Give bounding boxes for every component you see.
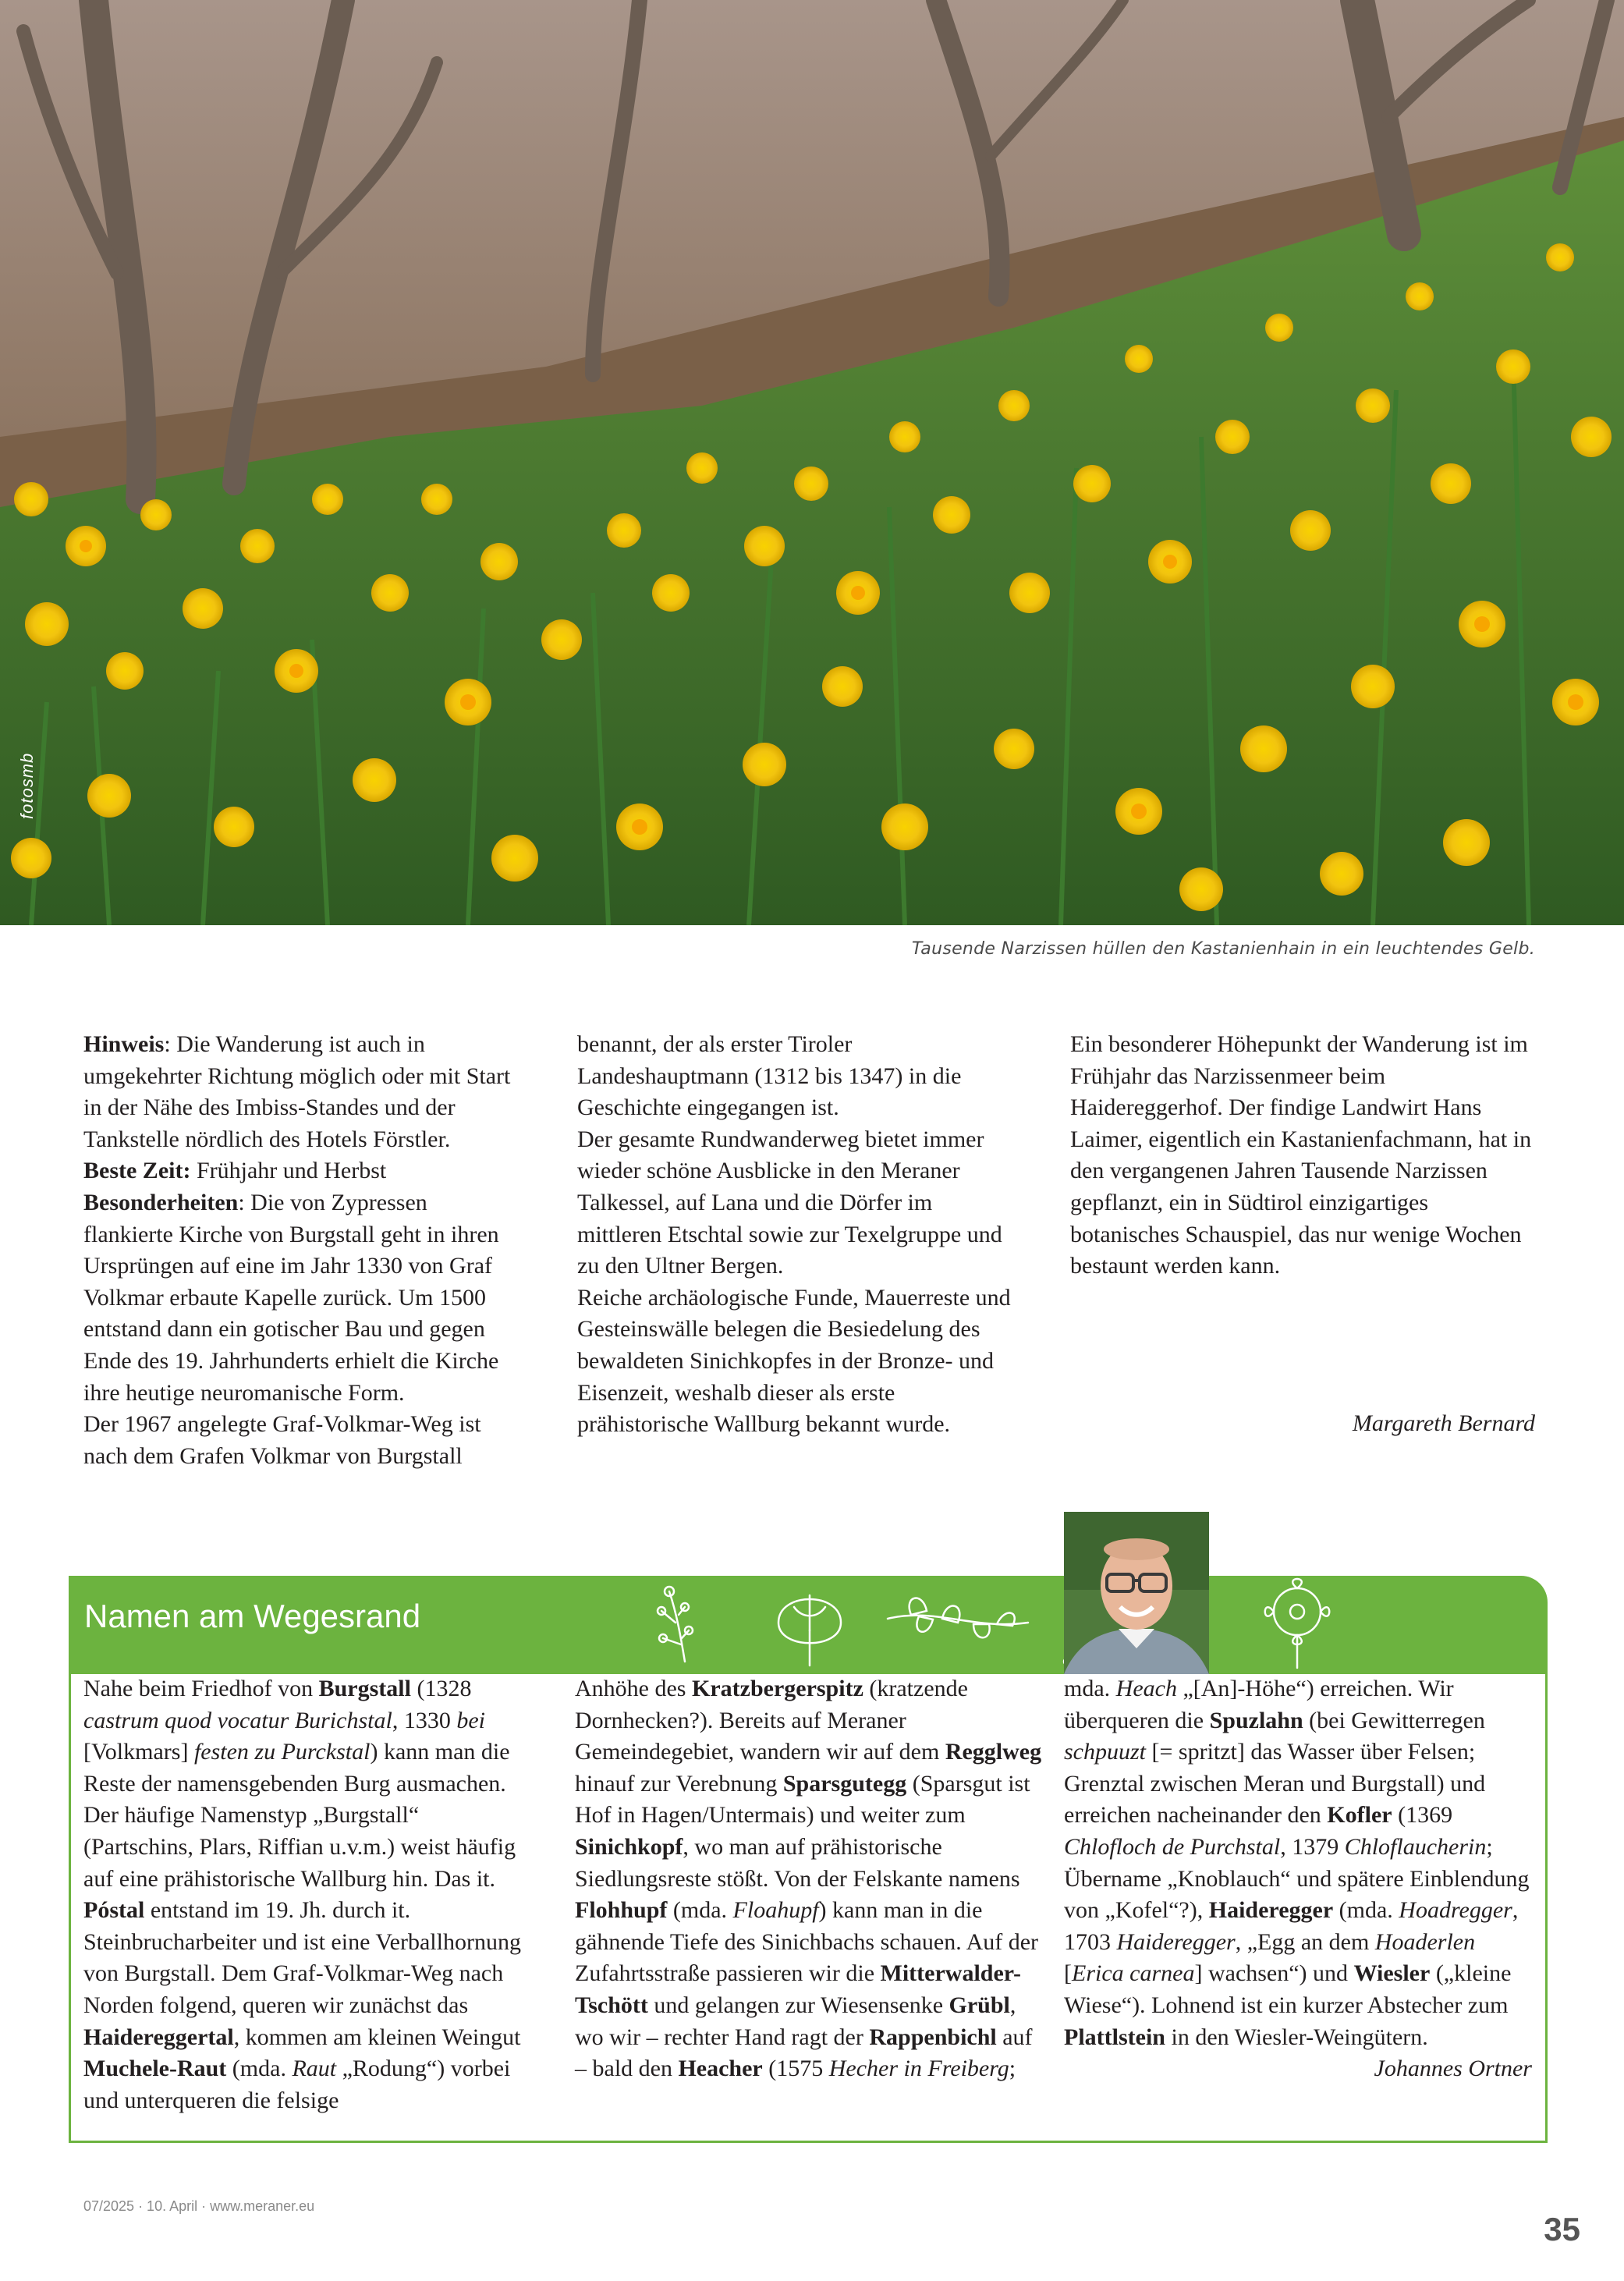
text-run: ] wachsen“) und: [1194, 1960, 1354, 1987]
text-run: (1328: [410, 1676, 472, 1701]
text-run: , „Egg an dem: [1235, 1928, 1375, 1955]
beste-zeit-text: Frühjahr und Herbst: [190, 1158, 387, 1184]
box-column-1: [83, 1673, 530, 2116]
place-name: Póstal: [83, 1897, 145, 1924]
besonderheiten-paragraph: [83, 1187, 520, 1409]
text-run: , 1330: [392, 1707, 457, 1733]
historic-form: Chloflaucherin: [1344, 1833, 1487, 1860]
place-name: Plattlstein: [1064, 2024, 1165, 2050]
historic-form: Haideregger: [1116, 1928, 1236, 1955]
latin-name: Erica carnea: [1072, 1960, 1195, 1987]
text-run: , wo wir – rechter Hand ragt der: [575, 1992, 1016, 2050]
besonderheiten-label: Besonderheiten: [83, 1189, 239, 1215]
volkmar-paragraph: Der 1967 angelegte Graf-Volkmar-Weg ist nach dem Grafen Volkmar von Burgstall: [83, 1411, 481, 1469]
box-author: Johannes Ortner: [1374, 2056, 1532, 2082]
text-run: , 1379: [1280, 1833, 1345, 1860]
col2-paragraph-1: benannt, der als erster Tiroler Landeshauptmann (1312 bis 1347) in die Geschichte eingegangen ist.: [577, 1031, 962, 1121]
text-run: (1575: [762, 2056, 829, 2082]
text-run: (mda.: [667, 1897, 733, 1924]
article-author: Margareth Bernard: [1352, 1410, 1535, 1436]
box-column-3: [1064, 1673, 1532, 2085]
dialect-form: Hoaderlen: [1374, 1928, 1476, 1955]
box-column-2: [575, 1673, 1043, 2085]
beste-zeit-paragraph: [83, 1155, 520, 1187]
text-run: ) kann man die Reste der namensgebenden Burg ausmachen. Der häufige Namenstyp „Burgstall“ (Partschins, Plars, Riffian u.v.m.) weist häufig auf eine prähistorische Wallburg hin. Das it.: [83, 1739, 516, 1892]
col2-paragraph-3: Reiche archäologische Funde, Mauerreste und Gesteinswälle belegen die Besiedelung des bewaldeten Sinichkopfes in der Bronze- und Eisenzeit, weshalb dieser als erste prähistorische Wallburg bekannt wurde.: [577, 1284, 1011, 1438]
place-name: Flohhupf: [575, 1897, 668, 1924]
beste-zeit-label: Beste Zeit:: [83, 1158, 191, 1184]
place-name: Wiesler: [1353, 1960, 1431, 1987]
text-run: [Volkmars]: [83, 1739, 194, 1765]
text-run: (mda.: [1333, 1897, 1399, 1924]
hinweis-paragraph: [83, 1029, 520, 1155]
footer-issue: 07/2025 · 10. April · www.meraner.eu: [83, 2198, 315, 2214]
text-run: (kratzende Dornhecken?). Bereits auf Meraner Gemeindegebiet, wandern wir auf dem: [575, 1676, 968, 1765]
place-name: Haideregger: [1208, 1897, 1334, 1924]
text-run: ;: [1009, 2056, 1016, 2082]
text-run: mda.: [1064, 1676, 1116, 1701]
text-run: ; Übername „Knoblauch“ und spätere Einblendung von „Kofel“?),: [1064, 1833, 1530, 1924]
text-run: (Sparsgut ist Hof in Hagen/Untermais) und weiter zum: [575, 1770, 1030, 1829]
place-name: Kofler: [1327, 1802, 1392, 1829]
place-name: Sinichkopf: [575, 1833, 683, 1860]
historic-form: festen zu Purckstal: [193, 1739, 371, 1765]
box-text-2: [575, 1673, 1043, 2085]
text-run: , wo man auf prähistorische Siedlungsreste stößt. Von der Felskante namens: [575, 1833, 1020, 1892]
col2-paragraph-2: Der gesamte Rundwanderweg bietet immer wieder schöne Ausblicke in den Meraner Talkessel, auf Lana und die Dörfer im mittleren Etschtal sowie zur Texelgruppe und zu den Ultner Bergen.: [577, 1126, 1002, 1279]
dialect-form: Floahupf: [732, 1897, 819, 1924]
place-name: Regglweg: [945, 1739, 1042, 1765]
text-run: , 1703: [1064, 1897, 1519, 1955]
text-run: ) kann man in die gähnende Tiefe des Sinichbachs schauen. Auf der Zufahrtsstraße passieren wir die: [575, 1897, 1039, 1987]
article-column-1: [83, 1029, 520, 1472]
dialect-form: schpuuzt: [1064, 1739, 1146, 1765]
col3-paragraph-1: Ein besonderer Höhepunkt der Wanderung ist im Frühjahr das Narzissenmeer beim Haidereggerhof. Der findige Landwirt Hans Laimer, eigentlich ein Kastanienfachmann, hat in den vergangenen Jahren Tausende Narzissen gepflanzt, ein in Südtirol einzigartiges botanisches Schauspiel, das nur wenige Wochen bestaunt werden kann.: [1070, 1031, 1532, 1279]
text-run: [= spritzt] das Wasser über Felsen; Grenztal zwischen Meran und Burgstall) und erreichen nacheinander den: [1064, 1739, 1486, 1829]
text-run: in den Wiesler-Weingütern.: [1165, 2024, 1428, 2050]
text-run: „[An]-Höhe“) erreichen. Wir überqueren die: [1064, 1676, 1454, 1733]
page-number: 35: [1544, 2211, 1580, 2247]
box-title: Namen am Wegesrand: [84, 1598, 421, 1634]
text-run: [: [1064, 1960, 1072, 1987]
text-run: und gelangen zur Wiesensenke: [647, 1992, 949, 2018]
text-run: , kommen am kleinen Weingut: [233, 2024, 521, 2050]
author-portrait: [1064, 1512, 1209, 1674]
place-name: Heacher: [678, 2056, 763, 2082]
dialect-form: Raut: [292, 2056, 337, 2082]
place-name: Sparsgutegg: [782, 1770, 907, 1797]
text-run: hinauf zur Verebnung: [575, 1770, 783, 1797]
text-run: entstand im 19. Jh. durch it. Steinbrucharbeiter und ist eine Verballhornung von Burgstall. Dem Graf-Volkmar-Weg nach Norden folgend, queren wir zunächst das: [83, 1897, 521, 2018]
text-run: (bei Gewitterregen: [1303, 1707, 1485, 1733]
place-name: Spuzlahn: [1209, 1707, 1303, 1733]
place-name: Mitterwalder-Tschött: [575, 1960, 1021, 2018]
photo-credit: fotosmb: [17, 752, 37, 819]
box-text-3: [1064, 1673, 1532, 2053]
besonderheiten-text: : Die von Zypressen flankierte Kirche von Burgstall geht in ihren Ursprüngen auf eine im Jahr 1330 von Graf Volkmar erbaute Kapelle zurück. Um 1500 entstand dann ein gotischer Bau und gegen Ende des 19. Jahrhunderts erhielt die Kirche ihre heutige neuromanische Form.: [83, 1189, 499, 1406]
box-text-1: [83, 1673, 530, 2116]
photo-caption: Tausende Narzissen hüllen den Kastanienhain in ein leuchtendes Gelb.: [911, 939, 1535, 959]
historic-form: Chlofloch de Purchstal: [1064, 1833, 1281, 1860]
text-run: (mda.: [226, 2056, 293, 2082]
hinweis-label: Hinweis: [83, 1031, 165, 1057]
place-name: Burgstall: [318, 1676, 411, 1701]
place-name: Rappenbichl: [869, 2024, 997, 2050]
text-run: „Rodung“) vorbei und unterqueren die felsige: [83, 2056, 511, 2113]
box-header: [69, 1576, 1548, 1674]
text-run: (1369: [1392, 1802, 1453, 1829]
place-name: Grübl: [949, 1992, 1010, 2018]
dialect-form: Hoadregger: [1399, 1897, 1512, 1924]
text-run: auf – bald den: [575, 2024, 1033, 2082]
historic-form: Hecher in Freiberg: [828, 2056, 1009, 2082]
article-column-3: [1070, 1029, 1538, 1282]
place-name: Haidereggertal: [83, 2024, 234, 2050]
historic-form: bei: [456, 1707, 485, 1733]
historic-form: castrum quod vocatur Burichstal: [83, 1707, 392, 1733]
article-column-2: [577, 1029, 1014, 1441]
dialect-form: Heach: [1115, 1676, 1177, 1701]
place-name: Kratzbergerspitz: [691, 1676, 863, 1701]
hero-photo: [0, 0, 1624, 925]
place-name: Muchele-Raut: [83, 2056, 227, 2082]
text-run: Nahe beim Friedhof von: [83, 1676, 319, 1701]
text-run: Anhöhe des: [575, 1676, 692, 1701]
hinweis-text: : Die Wanderung ist auch in umgekehrter Richtung möglich oder mit Start in der Nähe des Imbiss-Standes und der Tankstelle nördlich des Hotels Förstler.: [83, 1031, 511, 1152]
text-run: („kleine Wiese“). Lohnend ist ein kurzer Abstecher zum: [1064, 1960, 1512, 2018]
